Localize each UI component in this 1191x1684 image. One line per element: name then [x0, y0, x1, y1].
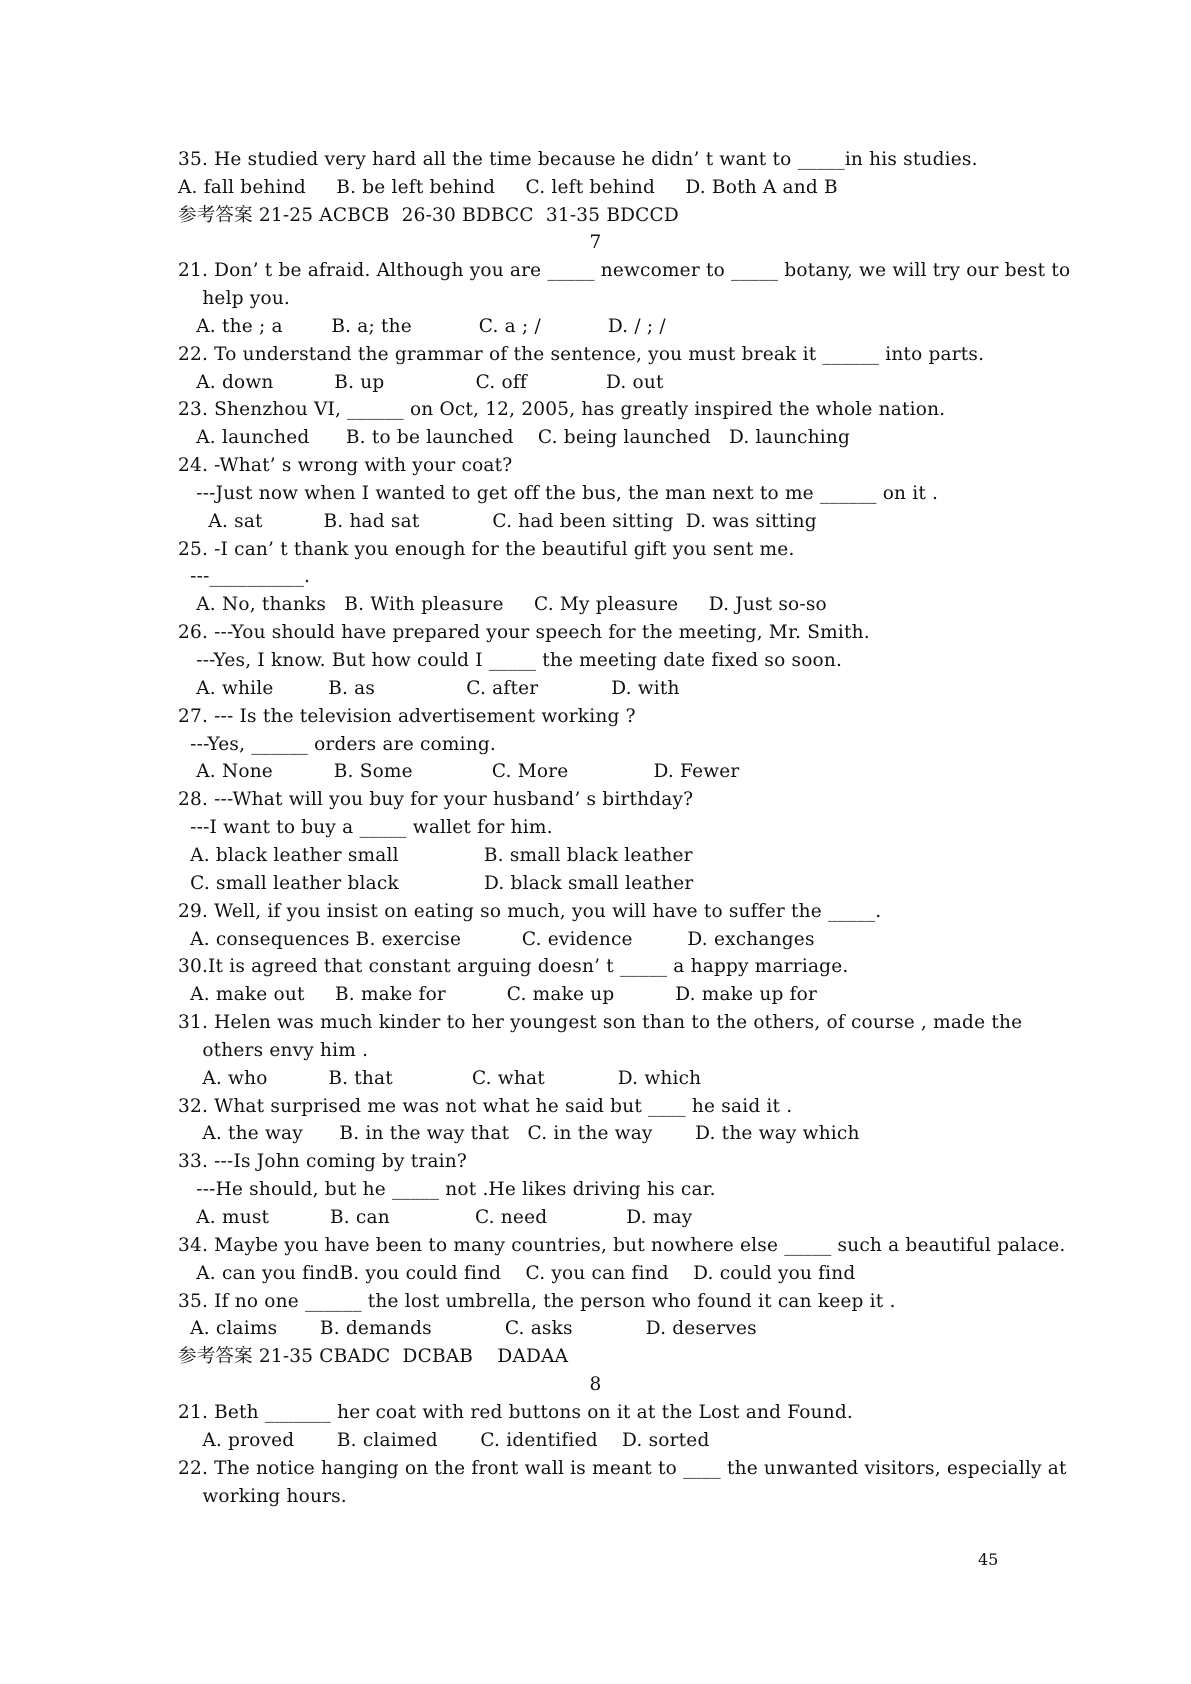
- text-line: A. None B. Some C. More D. Fewer: [178, 761, 740, 782]
- text-line: 31. Helen was much kinder to her youngest son than to the others, of course , made the: [178, 1012, 1023, 1033]
- text-line: 27. --- Is the television advertisement working ?: [178, 706, 636, 727]
- answer-key-line: 参考答案 21-25 ACBCB 26-30 BDBCC 31-35 BDCCD: [178, 205, 679, 226]
- text-line: C. small leather black D. black small leather: [178, 873, 694, 894]
- text-line: ---Yes, ______ orders are coming.: [178, 734, 496, 755]
- text-line: A. No, thanks B. With pleasure C. My pleasure D. Just so-so: [178, 594, 827, 615]
- text-line: A. launched B. to be launched C. being launched D. launching: [178, 427, 851, 448]
- text-line: A. black leather small B. small black leather: [178, 845, 693, 866]
- text-line: ---Just now when I wanted to get off the bus, the man next to me ______ on it .: [178, 483, 939, 504]
- text-line: A. make out B. make for C. make up D. make up for: [178, 984, 818, 1005]
- section-number: 7: [589, 232, 602, 253]
- text-line: A. down B. up C. off D. out: [178, 372, 664, 393]
- text-line: 34. Maybe you have been to many countries, but nowhere else _____ such a beautiful palace.: [178, 1235, 1066, 1256]
- text-line: ---__________.: [178, 566, 311, 587]
- text-line: A. while B. as C. after D. with: [178, 678, 680, 699]
- text-line: ---He should, but he _____ not .He likes driving his car.: [178, 1179, 716, 1200]
- text-line: A. the way B. in the way that C. in the way D. the way which: [178, 1123, 860, 1144]
- text-line: working hours.: [178, 1486, 347, 1507]
- text-line: A. proved B. claimed C. identified D. sorted: [178, 1430, 710, 1451]
- answer-key-line: 参考答案 21-35 CBADC DCBAB DADAA: [178, 1346, 569, 1367]
- text-line: 33. ---Is John coming by train?: [178, 1151, 468, 1172]
- text-line: 22. The notice hanging on the front wall is meant to ____ the unwanted visitors, especially at: [178, 1458, 1067, 1479]
- text-line: A. sat B. had sat C. had been sitting D. was sitting: [178, 511, 817, 532]
- text-line: 30.It is agreed that constant arguing doesn’ t _____ a happy marriage.: [178, 956, 849, 977]
- text-line: A. consequences B. exercise C. evidence D. exchanges: [178, 929, 815, 950]
- text-line: A. the ; a B. a; the C. a ; / D. / ; /: [178, 316, 666, 337]
- text-line: 35. If no one ______ the lost umbrella, the person who found it can keep it .: [178, 1291, 896, 1312]
- text-line: A. claims B. demands C. asks D. deserves: [178, 1318, 757, 1339]
- text-line: A. can you findB. you could find C. you can find D. could you find: [178, 1263, 856, 1284]
- page-number: 45: [978, 1550, 999, 1569]
- text-line: 35. He studied very hard all the time because he didn’ t want to _____in his studies.: [178, 149, 978, 170]
- text-line: 26. ---You should have prepared your speech for the meeting, Mr. Smith.: [178, 622, 870, 643]
- text-line: A. who B. that C. what D. which: [178, 1068, 702, 1089]
- text-line: help you.: [178, 288, 291, 309]
- text-line: 23. Shenzhou VI, ______ on Oct, 12, 2005, has greatly inspired the whole nation.: [178, 399, 946, 420]
- text-line: A. fall behind B. be left behind C. left behind D. Both A and B: [178, 177, 838, 198]
- text-line: 28. ---What will you buy for your husband’ s birthday?: [178, 789, 694, 810]
- text-line: ---I want to buy a _____ wallet for him.: [178, 817, 553, 838]
- text-line: 29. Well, if you insist on eating so much, you will have to suffer the _____.: [178, 901, 882, 922]
- section-number: 8: [589, 1374, 602, 1395]
- text-line: 32. What surprised me was not what he said but ____ he said it .: [178, 1096, 793, 1117]
- text-line: 25. -I can’ t thank you enough for the beautiful gift you sent me.: [178, 539, 795, 560]
- text-line: others envy him .: [178, 1040, 369, 1061]
- text-line: ---Yes, I know. But how could I _____ the meeting date fixed so soon.: [178, 650, 843, 671]
- text-line: 21. Beth _______ her coat with red buttons on it at the Lost and Found.: [178, 1402, 853, 1423]
- text-line: 24. -What’ s wrong with your coat?: [178, 455, 513, 476]
- text-line: A. must B. can C. need D. may: [178, 1207, 693, 1228]
- text-line: 21. Don’ t be afraid. Although you are _____ newcomer to _____ botany, we will try our best to: [178, 260, 1071, 281]
- text-line: 22. To understand the grammar of the sentence, you must break it ______ into parts.: [178, 344, 985, 365]
